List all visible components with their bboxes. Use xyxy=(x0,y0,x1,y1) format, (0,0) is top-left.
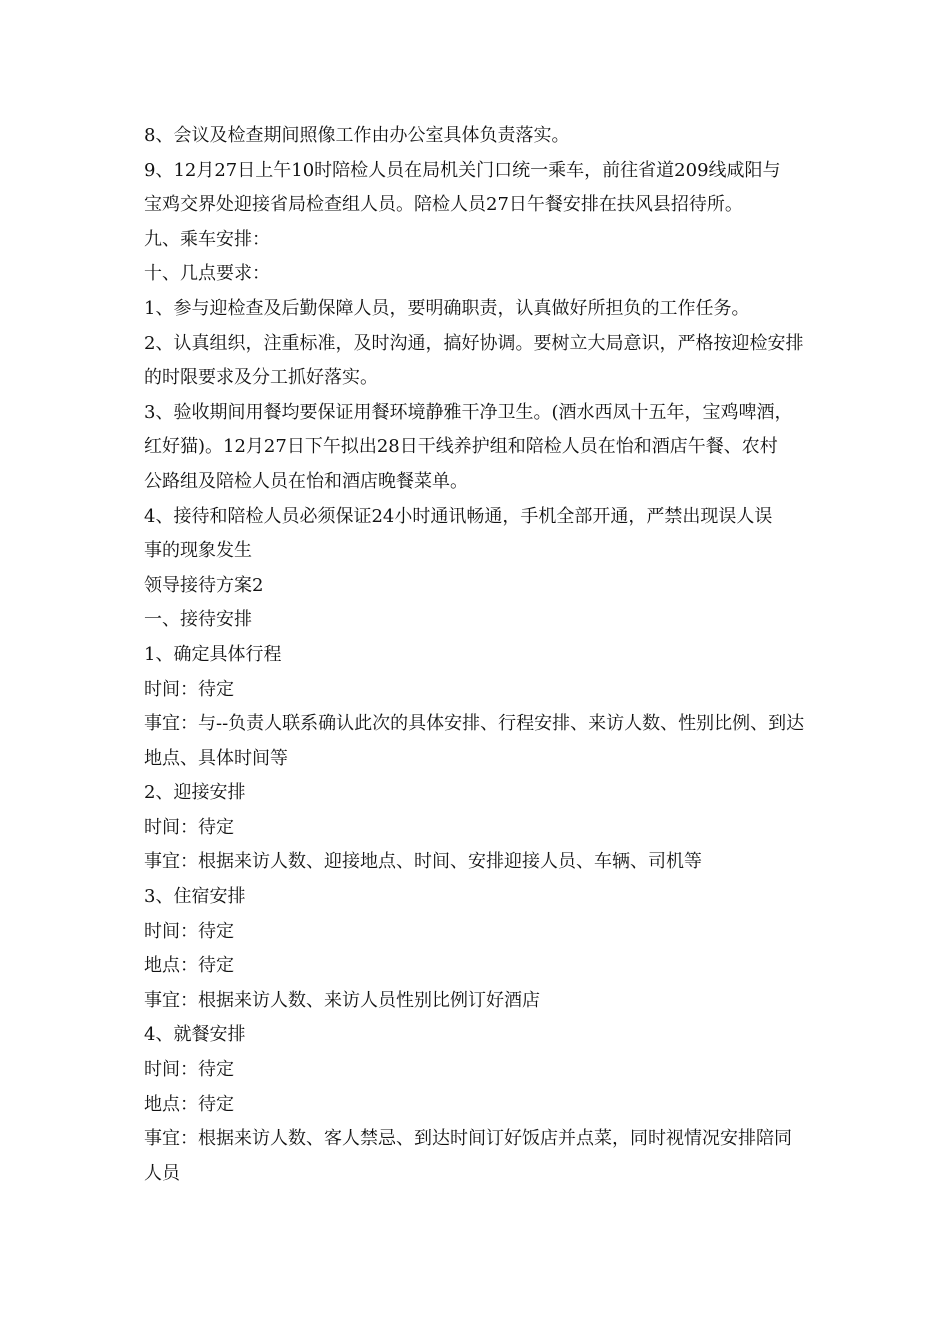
text-line: 时间：待定 xyxy=(144,920,234,942)
subsection-heading: 4、就餐安排 xyxy=(144,1024,246,1046)
text-line: 事宜：根据来访人数、客人禁忌、到达时间订好饭店并点菜，同时视情况安排陪同 xyxy=(144,1128,792,1150)
text-line: 1、参与迎检查及后勤保障人员，要明确职责，认真做好所担负的工作任务。 xyxy=(144,297,750,319)
text-line: 事宜：与--负责人联系确认此次的具体安排、行程安排、来访人数、性别比例、到达 xyxy=(144,713,805,735)
text-line: 时间：待定 xyxy=(144,1059,234,1081)
text-line: 9、12月27日上午10时陪检人员在局机关门口统一乘车，前往省道209线咸阳与 xyxy=(144,159,781,181)
text-line: 宝鸡交界处迎接省局检查组人员。陪检人员27日午餐安排在扶风县招待所。 xyxy=(144,194,743,216)
section-heading: 十、几点要求： xyxy=(144,263,270,285)
text-line: 时间：待定 xyxy=(144,678,234,700)
document-title: 领导接待方案2 xyxy=(144,574,264,596)
text-line: 3、验收期间用餐均要保证用餐环境静雅干净卫生。(酒水西凤十五年，宝鸡啤酒， xyxy=(144,401,793,423)
text-line: 事的现象发生 xyxy=(144,540,252,562)
document-body xyxy=(144,119,810,1191)
text-line: 公路组及陪检人员在怡和酒店晚餐菜单。 xyxy=(144,470,468,492)
text-line: 地点：待定 xyxy=(144,955,234,977)
text-line: 时间：待定 xyxy=(144,816,234,838)
text-line: 事宜：根据来访人数、迎接地点、时间、安排迎接人员、车辆、司机等 xyxy=(144,851,702,873)
text-line: 4、接待和陪检人员必须保证24小时通讯畅通，手机全部开通，严禁出现误人误 xyxy=(144,505,773,527)
text-line: 的时限要求及分工抓好落实。 xyxy=(144,367,378,389)
section-heading: 九、乘车安排： xyxy=(144,228,270,250)
section-heading: 一、接待安排 xyxy=(144,609,252,631)
text-line: 事宜：根据来访人数、来访人员性别比例订好酒店 xyxy=(144,989,540,1011)
text-line: 人员 xyxy=(144,1162,180,1184)
text-line: 2、认真组织，注重标准，及时沟通，搞好协调。要树立大局意识，严格按迎检安排 xyxy=(144,332,804,354)
subsection-heading: 1、确定具体行程 xyxy=(144,643,282,665)
subsection-heading: 2、迎接安排 xyxy=(144,782,246,804)
text-line: 地点、具体时间等 xyxy=(144,747,288,769)
subsection-heading: 3、住宿安排 xyxy=(144,886,246,908)
text-line: 8、会议及检查期间照像工作由办公室具体负责落实。 xyxy=(144,125,570,146)
text-line: 红好猫)。12月27日下午拟出28日干线养护组和陪检人员在怡和酒店午餐、农村 xyxy=(144,436,778,458)
text-line: 地点：待定 xyxy=(144,1093,234,1115)
